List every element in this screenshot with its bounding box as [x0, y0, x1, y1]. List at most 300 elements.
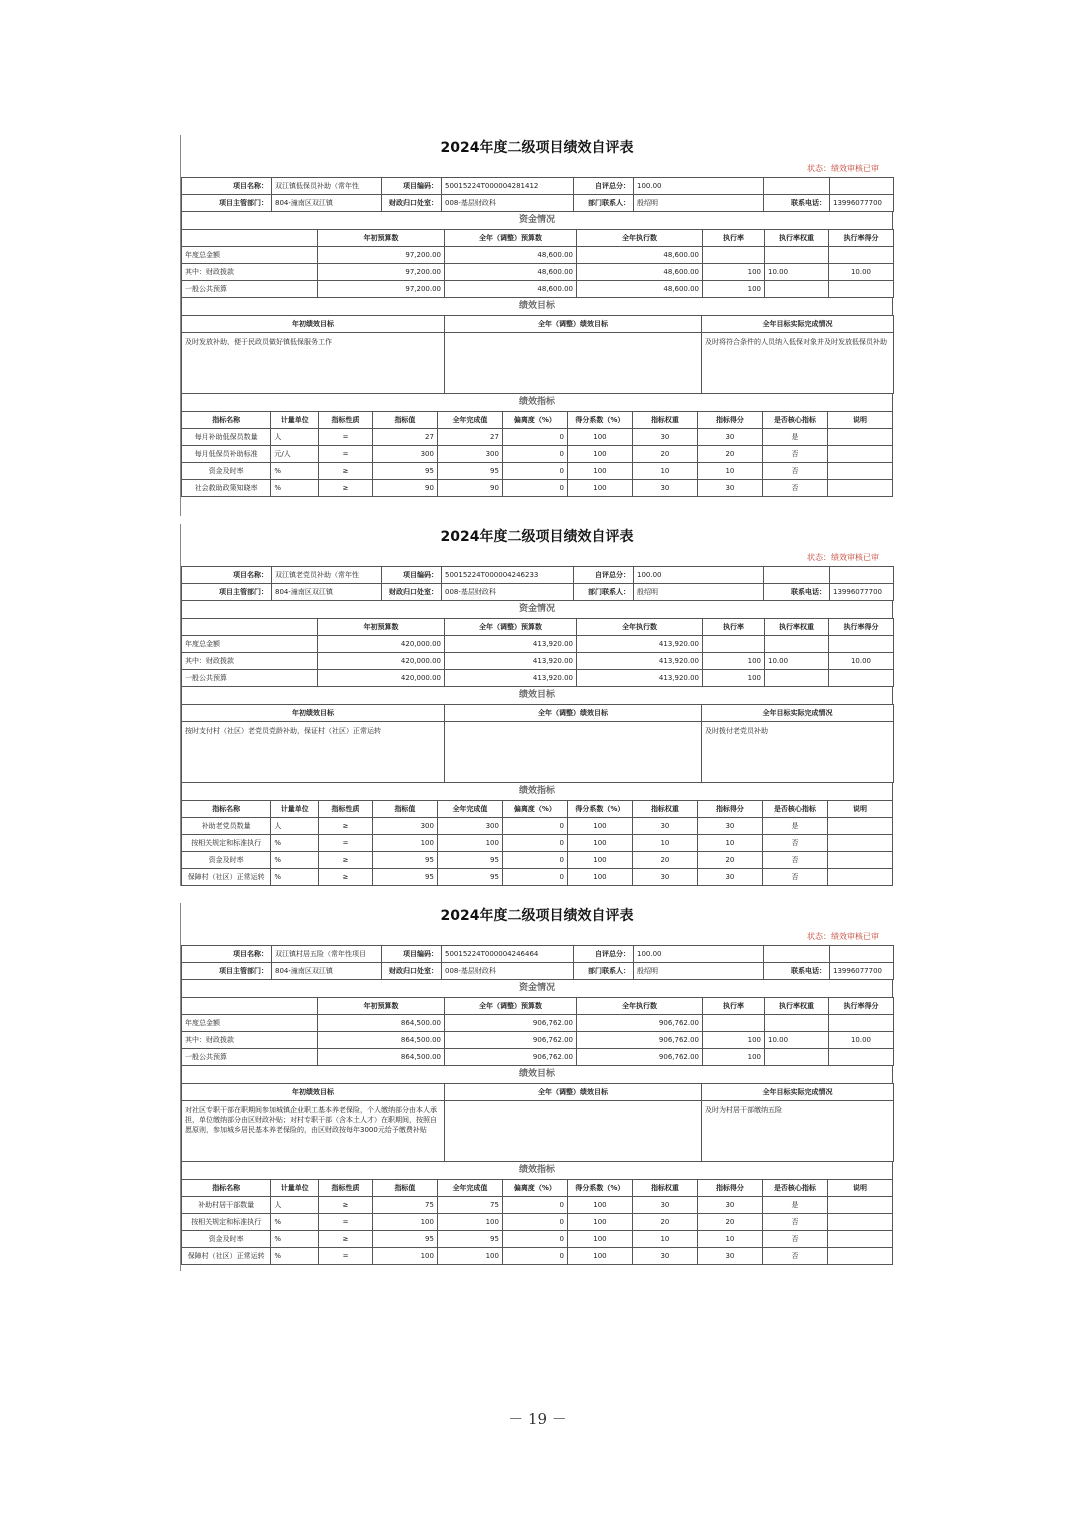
indicator-cell: 资金及时率: [182, 1231, 271, 1248]
indicator-header: 计量单位: [271, 801, 319, 818]
fund-cell: 906,762.00: [445, 1049, 577, 1066]
goal-initial: 按时支付村（社区）老党员党龄补助，保证村（社区）正常运转: [182, 722, 445, 783]
indicator-cell: 0: [502, 852, 567, 869]
goal-section-title: 绩效目标: [181, 1066, 893, 1083]
indicator-cell: 30: [697, 818, 762, 835]
indicator-cell: [827, 1197, 892, 1214]
phone-label: 联系电话：: [764, 963, 830, 980]
indicator-cell: 90: [372, 480, 437, 497]
score-label: 自评总分：: [574, 178, 634, 195]
indicator-header: 指标得分: [697, 1180, 762, 1197]
score-label: 自评总分：: [574, 946, 634, 963]
indicator-cell: 75: [372, 1197, 437, 1214]
indicator-cell: 是: [762, 818, 827, 835]
indicator-cell: 30: [632, 1197, 697, 1214]
phone-value: 13996077700: [830, 584, 894, 601]
phone-value: 13996077700: [830, 195, 894, 212]
indicator-cell: %: [271, 835, 319, 852]
project-code-label: 项目编码：: [382, 946, 442, 963]
project-name-label: 项目名称：: [182, 946, 272, 963]
fund-cell: 其中：财政拨款: [182, 264, 318, 281]
project-code: 50015224T000004281412: [442, 178, 574, 195]
fund-section-title: 资金情况: [181, 601, 893, 618]
fund-header: 执行率得分: [829, 619, 894, 636]
fund-row: [182, 1015, 894, 1032]
goal-table: [181, 704, 894, 783]
indicator-cell: %: [271, 480, 319, 497]
goal-table: [181, 1083, 894, 1162]
indicator-cell: [827, 463, 892, 480]
indicator-cell: 95: [437, 869, 502, 886]
fund-cell: 420,000.00: [318, 670, 445, 687]
indicator-header: 偏离度（%）: [502, 412, 567, 429]
goal-actual: 及时拨付老党员补助: [702, 722, 894, 783]
indicator-cell: ≥: [319, 1197, 373, 1214]
indicator-row: [182, 463, 893, 480]
indicator-row: [182, 1197, 893, 1214]
indicator-cell: 每月补助低保员数量: [182, 429, 271, 446]
indicator-cell: 补助村居干部数量: [182, 1197, 271, 1214]
fund-cell: 48,600.00: [445, 247, 577, 264]
fund-header-empty: [182, 998, 318, 1015]
fund-cell: 413,920.00: [577, 670, 703, 687]
indicator-cell: 100: [567, 1214, 632, 1231]
indicator-cell: 300: [437, 818, 502, 835]
fund-header: 执行率权重: [765, 230, 829, 247]
fund-cell: 10.00: [765, 1032, 829, 1049]
fund-table: [181, 229, 894, 298]
indicator-cell: 10: [632, 835, 697, 852]
indicator-header: 说明: [827, 412, 892, 429]
score-value: 100.00: [634, 178, 764, 195]
finance-value: 008-基层财政科: [442, 963, 574, 980]
indicator-cell: 10: [632, 1231, 697, 1248]
fund-cell: 一般公共预算: [182, 281, 318, 298]
indicator-cell: 0: [502, 429, 567, 446]
fund-header: 执行率得分: [829, 230, 894, 247]
indicator-header: 指标权重: [632, 412, 697, 429]
fund-cell: 413,920.00: [445, 636, 577, 653]
goal-header: 全年目标实际完成情况: [702, 1084, 894, 1101]
fund-cell: [765, 1049, 829, 1066]
indicator-cell: 30: [632, 869, 697, 886]
fund-row: [182, 653, 894, 670]
status-text: 状态：绩效审核已审: [807, 164, 879, 173]
indicator-table: [181, 1179, 893, 1265]
indicator-row: [182, 1248, 893, 1265]
dept-label: 项目主管部门：: [182, 584, 272, 601]
indicator-cell: 100: [567, 852, 632, 869]
empty-cell: [830, 178, 894, 195]
indicator-cell: 100: [437, 835, 502, 852]
fund-cell: 906,762.00: [577, 1049, 703, 1066]
fund-cell: [829, 1015, 894, 1032]
indicator-cell: 0: [502, 869, 567, 886]
fund-table: [181, 997, 894, 1066]
indicator-section-title: 绩效指标: [181, 1162, 893, 1179]
fund-cell: 413,920.00: [445, 653, 577, 670]
indicator-cell: ≥: [319, 818, 373, 835]
fund-cell: 年度总金额: [182, 247, 318, 264]
fund-cell: 10.00: [829, 264, 894, 281]
indicator-cell: [827, 818, 892, 835]
indicator-cell: 是: [762, 1197, 827, 1214]
indicator-cell: [827, 1248, 892, 1265]
indicator-header: 说明: [827, 1180, 892, 1197]
indicator-header: 计量单位: [271, 412, 319, 429]
indicator-cell: 300: [372, 818, 437, 835]
status-text: 状态：绩效审核已审: [807, 932, 879, 941]
fund-row: [182, 281, 894, 298]
fund-row: [182, 636, 894, 653]
indicator-cell: 95: [437, 852, 502, 869]
indicator-cell: ≥: [319, 869, 373, 886]
fund-header: 全年（调整）预算数: [445, 998, 577, 1015]
project-name-label: 项目名称：: [182, 567, 272, 584]
indicator-cell: 90: [437, 480, 502, 497]
fund-cell: 48,600.00: [577, 247, 703, 264]
indicator-cell: 30: [697, 869, 762, 886]
fund-header: 年初预算数: [318, 230, 445, 247]
indicator-cell: [827, 869, 892, 886]
indicator-header: 指标得分: [697, 412, 762, 429]
fund-row: [182, 1032, 894, 1049]
fund-cell: 年度总金额: [182, 636, 318, 653]
indicator-cell: 0: [502, 835, 567, 852]
project-code-label: 项目编码：: [382, 567, 442, 584]
indicator-cell: 0: [502, 818, 567, 835]
indicator-cell: 30: [632, 1248, 697, 1265]
fund-cell: 864,500.00: [318, 1032, 445, 1049]
fund-cell: [829, 1049, 894, 1066]
indicator-cell: ≥: [319, 852, 373, 869]
fund-row: [182, 264, 894, 281]
indicator-cell: 0: [502, 1197, 567, 1214]
indicator-cell: 资金及时率: [182, 463, 271, 480]
indicator-cell: %: [271, 1214, 319, 1231]
indicator-cell: =: [319, 429, 373, 446]
indicator-cell: 20: [697, 446, 762, 463]
indicator-cell: 否: [762, 463, 827, 480]
fund-header: 执行率: [703, 230, 765, 247]
indicator-header: 是否核心指标: [762, 412, 827, 429]
phone-value: 13996077700: [830, 963, 894, 980]
fund-section-title: 资金情况: [181, 980, 893, 997]
fund-cell: 48,600.00: [577, 281, 703, 298]
fund-row: [182, 1049, 894, 1066]
indicator-cell: %: [271, 1231, 319, 1248]
indicator-row: [182, 835, 893, 852]
indicator-row: [182, 852, 893, 869]
fund-cell: [765, 247, 829, 264]
indicator-cell: 保障村（社区）正常运转: [182, 1248, 271, 1265]
indicator-cell: 95: [372, 852, 437, 869]
finance-label: 财政归口处室：: [382, 195, 442, 212]
project-code-label: 项目编码：: [382, 178, 442, 195]
fund-header: 年初预算数: [318, 998, 445, 1015]
evaluation-form-2: [181, 524, 893, 886]
indicator-cell: 0: [502, 1231, 567, 1248]
empty-cell: [764, 178, 830, 195]
indicator-header: 计量单位: [271, 1180, 319, 1197]
goal-header: 全年（调整）绩效目标: [445, 1084, 702, 1101]
fund-header: 全年执行数: [577, 998, 703, 1015]
indicator-cell: 100: [567, 835, 632, 852]
fund-cell: 413,920.00: [577, 636, 703, 653]
indicator-cell: 100: [437, 1214, 502, 1231]
indicator-header: 指标名称: [182, 801, 271, 818]
fund-header: 年初预算数: [318, 619, 445, 636]
indicator-cell: =: [319, 835, 373, 852]
indicator-cell: 100: [567, 1248, 632, 1265]
indicator-cell: 30: [632, 818, 697, 835]
indicator-cell: %: [271, 869, 319, 886]
form-title: 2024年度二级项目绩效自评表: [440, 908, 634, 924]
goal-initial: 对社区专职干部在职期间参加城镇企业职工基本养老保险，个人缴纳部分由本人承担，单位缴纳部分由区财政补贴；对村专职干部（含本土人才）在职期间，按照自愿原则，参加城乡居民基本养老保险的，由区财政按每年3000元给予缴费补贴: [182, 1101, 445, 1162]
indicator-cell: 是: [762, 429, 827, 446]
indicator-header: 指标权重: [632, 801, 697, 818]
indicator-cell: 资金及时率: [182, 852, 271, 869]
indicator-header: 指标得分: [697, 801, 762, 818]
indicator-cell: 元/人: [271, 446, 319, 463]
goal-adjusted: [445, 333, 702, 394]
indicator-row: [182, 1231, 893, 1248]
indicator-header: 指标名称: [182, 1180, 271, 1197]
fund-cell: [703, 1015, 765, 1032]
project-info-table: [181, 566, 894, 601]
evaluation-form-1: [181, 135, 893, 497]
fund-cell: 420,000.00: [318, 636, 445, 653]
goal-adjusted: [445, 1101, 702, 1162]
fund-cell: 100: [703, 281, 765, 298]
fund-header-empty: [182, 619, 318, 636]
indicator-cell: 30: [632, 429, 697, 446]
fund-cell: 100: [703, 1049, 765, 1066]
contact-label: 部门联系人：: [574, 963, 634, 980]
indicator-header: 指标名称: [182, 412, 271, 429]
indicator-cell: [827, 1214, 892, 1231]
empty-cell: [830, 946, 894, 963]
indicator-cell: 10: [697, 835, 762, 852]
fund-cell: [703, 247, 765, 264]
project-info-table: [181, 177, 894, 212]
fund-header: 全年执行数: [577, 619, 703, 636]
project-name: 双江镇低保员补助（常年性: [272, 178, 382, 195]
indicator-cell: 100: [567, 869, 632, 886]
fund-cell: 其中：财政拨款: [182, 653, 318, 670]
fund-cell: [829, 636, 894, 653]
fund-cell: 10.00: [765, 264, 829, 281]
indicator-cell: 否: [762, 1231, 827, 1248]
indicator-header: 偏离度（%）: [502, 1180, 567, 1197]
fund-header: 全年（调整）预算数: [445, 230, 577, 247]
indicator-cell: %: [271, 1248, 319, 1265]
goal-header: 年初绩效目标: [182, 705, 445, 722]
indicator-cell: [827, 852, 892, 869]
project-name: 双江镇老党员补助（常年性: [272, 567, 382, 584]
goal-header: 全年（调整）绩效目标: [445, 316, 702, 333]
goal-adjusted: [445, 722, 702, 783]
fund-cell: 48,600.00: [445, 264, 577, 281]
indicator-header: 指标值: [372, 1180, 437, 1197]
indicator-header: 指标权重: [632, 1180, 697, 1197]
indicator-header: 得分系数（%）: [567, 1180, 632, 1197]
indicator-cell: 人: [271, 429, 319, 446]
indicator-cell: %: [271, 852, 319, 869]
indicator-cell: 30: [697, 1248, 762, 1265]
dept-label: 项目主管部门：: [182, 963, 272, 980]
fund-cell: [765, 670, 829, 687]
indicator-header: 指标值: [372, 412, 437, 429]
indicator-cell: [827, 835, 892, 852]
indicator-header: 指标性质: [319, 1180, 373, 1197]
contact-value: 殷绍明: [634, 963, 764, 980]
indicator-cell: 95: [437, 463, 502, 480]
fund-header: 全年（调整）预算数: [445, 619, 577, 636]
indicator-header: 偏离度（%）: [502, 801, 567, 818]
indicator-cell: =: [319, 1214, 373, 1231]
project-name: 双江镇村居五险（常年性项目: [272, 946, 382, 963]
indicator-cell: 100: [567, 818, 632, 835]
fund-cell: 906,762.00: [445, 1032, 577, 1049]
goal-header: 全年目标实际完成情况: [702, 705, 894, 722]
fund-cell: [703, 636, 765, 653]
fund-cell: [829, 281, 894, 298]
fund-cell: 100: [703, 264, 765, 281]
evaluation-form-3: [181, 903, 893, 1265]
contact-label: 部门联系人：: [574, 195, 634, 212]
indicator-cell: ≥: [319, 463, 373, 480]
goal-actual: 及时将符合条件的人员纳入低保对象并及时发放低保员补助: [702, 333, 894, 394]
indicator-cell: 27: [437, 429, 502, 446]
indicator-cell: 社会救助政策知晓率: [182, 480, 271, 497]
indicator-cell: [827, 446, 892, 463]
indicator-cell: 300: [372, 446, 437, 463]
indicator-cell: 10: [697, 1231, 762, 1248]
goal-table: [181, 315, 894, 394]
fund-cell: 其中：财政拨款: [182, 1032, 318, 1049]
indicator-cell: 否: [762, 869, 827, 886]
fund-cell: [765, 636, 829, 653]
indicator-row: [182, 1214, 893, 1231]
fund-header-empty: [182, 230, 318, 247]
fund-header: 执行率权重: [765, 619, 829, 636]
indicator-cell: 100: [567, 1197, 632, 1214]
contact-value: 殷绍明: [634, 195, 764, 212]
fund-cell: 413,920.00: [577, 653, 703, 670]
page-number: － 19 －: [508, 1410, 567, 1428]
fund-table: [181, 618, 894, 687]
indicator-header: 指标性质: [319, 801, 373, 818]
score-value: 100.00: [634, 567, 764, 584]
indicator-cell: 20: [632, 1214, 697, 1231]
fund-cell: 906,762.00: [577, 1032, 703, 1049]
dept-value: 804-潼南区双江镇: [272, 195, 382, 212]
form-title: 2024年度二级项目绩效自评表: [440, 140, 634, 156]
fund-cell: 906,762.00: [445, 1015, 577, 1032]
indicator-table: [181, 411, 893, 497]
fund-row: [182, 247, 894, 264]
indicator-cell: 否: [762, 835, 827, 852]
fund-cell: 10.00: [829, 653, 894, 670]
indicator-row: [182, 429, 893, 446]
indicator-cell: 100: [372, 1248, 437, 1265]
empty-cell: [764, 567, 830, 584]
indicator-cell: 100: [372, 1214, 437, 1231]
indicator-cell: 0: [502, 480, 567, 497]
indicator-cell: 27: [372, 429, 437, 446]
fund-cell: 一般公共预算: [182, 670, 318, 687]
indicator-cell: 否: [762, 852, 827, 869]
indicator-cell: 100: [567, 429, 632, 446]
indicator-row: [182, 869, 893, 886]
indicator-cell: 100: [372, 835, 437, 852]
indicator-cell: 100: [567, 463, 632, 480]
fund-header: 全年执行数: [577, 230, 703, 247]
indicator-header: 指标性质: [319, 412, 373, 429]
indicator-cell: 100: [437, 1248, 502, 1265]
indicator-cell: 10: [697, 463, 762, 480]
fund-cell: 100: [703, 670, 765, 687]
fund-cell: 864,500.00: [318, 1049, 445, 1066]
indicator-header: 指标值: [372, 801, 437, 818]
goal-header: 全年目标实际完成情况: [702, 316, 894, 333]
dept-value: 804-潼南区双江镇: [272, 963, 382, 980]
empty-cell: [830, 567, 894, 584]
fund-cell: [829, 247, 894, 264]
fund-cell: [829, 670, 894, 687]
indicator-cell: 否: [762, 1214, 827, 1231]
indicator-cell: [827, 1231, 892, 1248]
fund-header: 执行率权重: [765, 998, 829, 1015]
fund-cell: 10.00: [829, 1032, 894, 1049]
finance-value: 008-基层财政科: [442, 195, 574, 212]
indicator-cell: 0: [502, 446, 567, 463]
indicator-header: 得分系数（%）: [567, 412, 632, 429]
fund-header: 执行率得分: [829, 998, 894, 1015]
fund-cell: 864,500.00: [318, 1015, 445, 1032]
indicator-cell: 保障村（社区）正常运转: [182, 869, 271, 886]
indicator-cell: 人: [271, 818, 319, 835]
fund-cell: 413,920.00: [445, 670, 577, 687]
fund-cell: 48,600.00: [577, 264, 703, 281]
indicator-cell: 30: [697, 1197, 762, 1214]
fund-cell: 906,762.00: [577, 1015, 703, 1032]
indicator-cell: 100: [567, 480, 632, 497]
fund-header: 执行率: [703, 619, 765, 636]
indicator-cell: =: [319, 1248, 373, 1265]
project-name-label: 项目名称：: [182, 178, 272, 195]
goal-actual: 及时为村居干部缴纳五险: [702, 1101, 894, 1162]
indicator-cell: 95: [372, 869, 437, 886]
indicator-cell: [827, 480, 892, 497]
indicator-cell: 30: [697, 480, 762, 497]
indicator-cell: 每月低保员补助标准: [182, 446, 271, 463]
indicator-section-title: 绩效指标: [181, 394, 893, 411]
finance-label: 财政归口处室：: [382, 584, 442, 601]
contact-label: 部门联系人：: [574, 584, 634, 601]
fund-cell: [765, 1015, 829, 1032]
fund-cell: 97,200.00: [318, 247, 445, 264]
goal-header: 年初绩效目标: [182, 1084, 445, 1101]
project-code: 50015224T000004246233: [442, 567, 574, 584]
fund-row: [182, 670, 894, 687]
indicator-cell: %: [271, 463, 319, 480]
fund-cell: 100: [703, 1032, 765, 1049]
indicator-cell: 20: [697, 1214, 762, 1231]
status-text: 状态：绩效审核已审: [807, 553, 879, 562]
indicator-cell: 75: [437, 1197, 502, 1214]
